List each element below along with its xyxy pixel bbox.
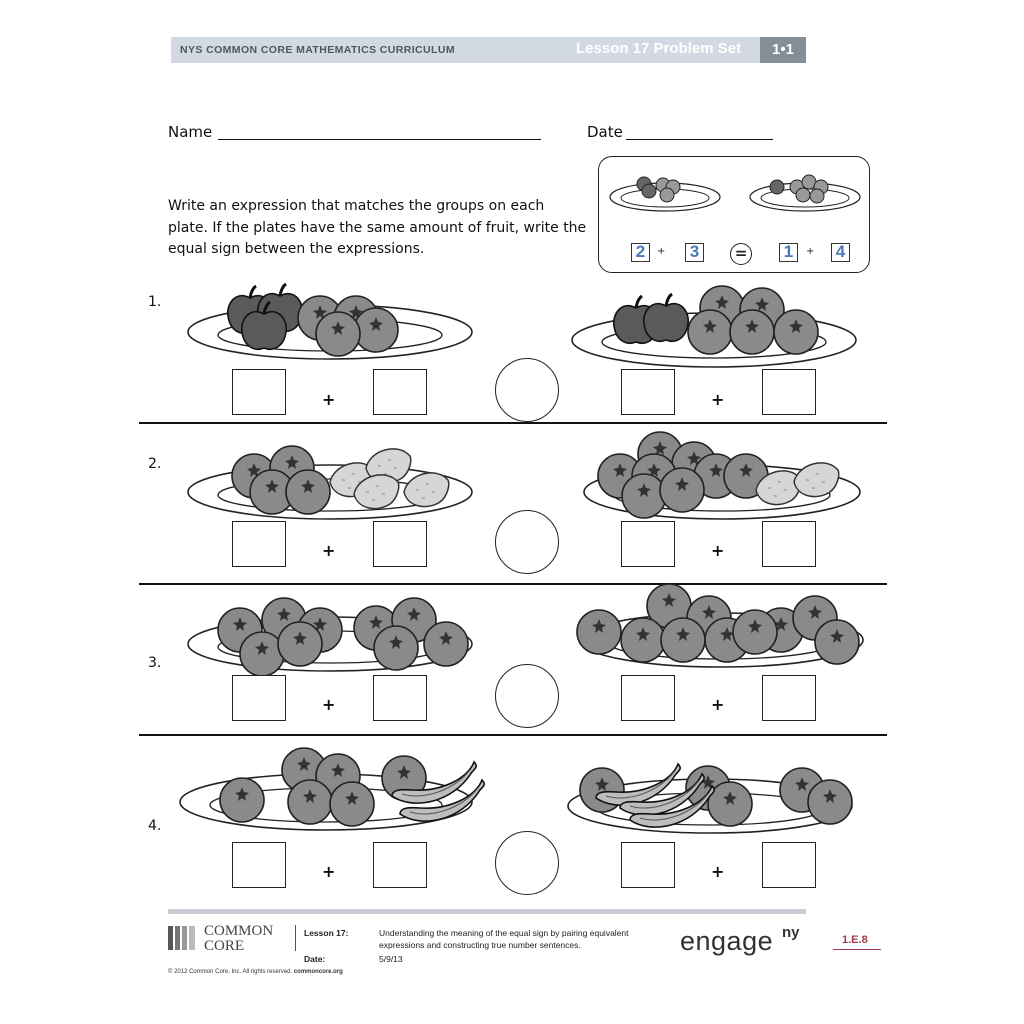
name-field[interactable]	[218, 139, 541, 140]
problem-1-box-2[interactable]	[373, 369, 427, 415]
problem-1-number: 1.	[148, 294, 162, 310]
problem-3-compare-circle[interactable]	[495, 664, 559, 728]
curriculum-title: NYS COMMON CORE MATHEMATICS CURRICULUM	[180, 44, 455, 56]
problem-2-box-2[interactable]	[373, 521, 427, 567]
engageny-logo: engage	[680, 926, 774, 956]
page-code: 1.E.8	[842, 934, 868, 946]
example-left-plate	[610, 177, 720, 211]
problem-1-plus-2: +	[711, 390, 725, 409]
problem-4-plus-2: +	[711, 862, 725, 881]
problem-4-left-plate	[180, 748, 480, 838]
copyright	[168, 969, 343, 975]
problem-4-compare-circle[interactable]	[495, 831, 559, 895]
example-box-4: 4	[831, 243, 850, 262]
problem-2-number: 2.	[148, 456, 162, 472]
problem-2-box-3[interactable]	[621, 521, 675, 567]
copyright-site: commoncore.org	[293, 969, 343, 975]
problem-4-box-4[interactable]	[762, 842, 816, 888]
example-right-plate	[750, 175, 860, 211]
problem-2-left-plate	[188, 440, 478, 525]
footer-separator	[295, 925, 296, 951]
footer-lesson-desc-1: Understanding the meaning of the equal sign by pairing equivalent	[379, 928, 629, 938]
problem-1-plus-1: +	[322, 390, 336, 409]
example-plus-2: +	[806, 246, 815, 257]
footer-date-label: Date:	[304, 954, 326, 964]
example-box-3: 1	[779, 243, 798, 262]
problem-1-box-1[interactable]	[232, 369, 286, 415]
footer-date-value: 5/9/13	[379, 954, 403, 964]
problem-3-plus-2: +	[711, 695, 725, 714]
instructions: Write an expression that matches the groups on each plate. If the plates have the same amount of fruit, write the equal sign between the expressions.	[168, 198, 587, 257]
example-plus-1: +	[657, 246, 666, 257]
problem-1-right-plate	[572, 280, 862, 370]
divider-3	[139, 734, 887, 736]
problem-4-plus-1: +	[322, 862, 336, 881]
module-badge: 1•1	[760, 37, 806, 63]
lesson-title: Lesson 17 Problem Set	[576, 40, 742, 57]
logo-line-2: CORE	[204, 938, 245, 954]
engageny-logo-suffix: ny	[782, 924, 800, 941]
problem-1-compare-circle[interactable]	[495, 358, 559, 422]
example-box-1: 2	[631, 243, 650, 262]
problem-4-right-plate	[564, 752, 864, 842]
example-equal-sign: =	[730, 243, 752, 265]
footer-lesson-label: Lesson 17:	[304, 928, 349, 938]
problem-1-left-plate	[188, 280, 478, 370]
problem-3-left-plate	[188, 594, 478, 684]
problem-2-compare-circle[interactable]	[495, 510, 559, 574]
page-code-underline	[833, 949, 881, 950]
problem-2-box-1[interactable]	[232, 521, 286, 567]
problem-2-plus-1: +	[322, 541, 336, 560]
common-core-logo-text	[204, 924, 273, 954]
footer-rule	[168, 909, 806, 914]
date-field[interactable]	[626, 139, 773, 140]
problem-3-box-2[interactable]	[373, 675, 427, 721]
problem-2-box-4[interactable]	[762, 521, 816, 567]
example-box-2: 3	[685, 243, 704, 262]
problem-1-box-3[interactable]	[621, 369, 675, 415]
problem-3-box-3[interactable]	[621, 675, 675, 721]
date-label: Date	[587, 123, 623, 141]
name-label: Name	[168, 123, 213, 141]
problem-2-right-plate	[580, 434, 870, 524]
problem-4-number: 4.	[148, 818, 162, 834]
problem-3-box-4[interactable]	[762, 675, 816, 721]
logo-line-1: COMMON	[204, 923, 274, 939]
problem-3-box-1[interactable]	[232, 675, 286, 721]
problem-3-number: 3.	[148, 655, 162, 671]
problem-4-box-3[interactable]	[621, 842, 675, 888]
problem-3-right-plate	[575, 584, 867, 679]
divider-1	[139, 422, 887, 424]
problem-3-plus-1: +	[322, 695, 336, 714]
copyright-text: © 2012 Common Core, Inc. All rights reserved.	[168, 969, 293, 975]
problem-1-box-4[interactable]	[762, 369, 816, 415]
footer-lesson-desc-2: expressions and constructing true number sentences.	[379, 940, 581, 950]
problem-4-box-2[interactable]	[373, 842, 427, 888]
problem-4-box-1[interactable]	[232, 842, 286, 888]
example-box	[598, 156, 870, 273]
problem-2-plus-2: +	[711, 541, 725, 560]
common-core-logo-icon	[168, 926, 198, 950]
